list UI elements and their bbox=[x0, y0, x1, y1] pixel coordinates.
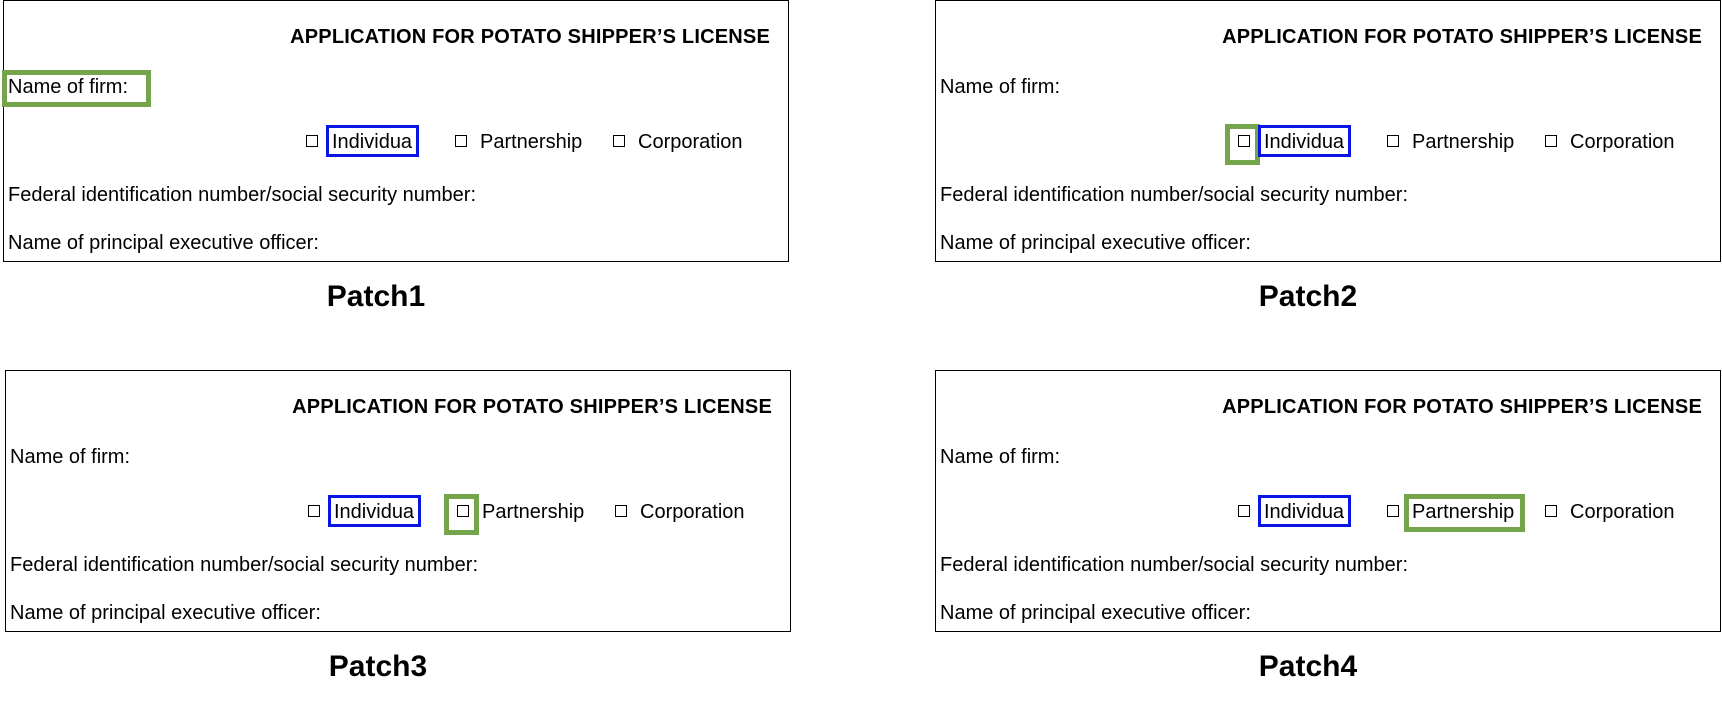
form-panel bbox=[935, 370, 1721, 632]
partnership-checkbox[interactable] bbox=[1387, 135, 1399, 147]
form-panel bbox=[5, 370, 791, 632]
form-panel bbox=[3, 0, 789, 262]
name-of-firm-label: Name of firm: bbox=[940, 446, 1061, 468]
name-of-firm-label: Name of firm: bbox=[940, 76, 1061, 98]
partnership-label: Partnership bbox=[1412, 501, 1515, 523]
form-title: APPLICATION FOR POTATO SHIPPER’S LICENSE bbox=[292, 396, 772, 418]
principal-officer-label: Name of principal executive officer: bbox=[940, 232, 1251, 254]
corporation-label: Corporation bbox=[1570, 501, 1675, 523]
corporation-label: Corporation bbox=[1570, 131, 1675, 153]
individual-checkbox[interactable] bbox=[1238, 505, 1250, 517]
green-highlight-box bbox=[444, 494, 479, 535]
patch-caption: Patch1 bbox=[326, 280, 426, 313]
corporation-checkbox[interactable] bbox=[613, 135, 625, 147]
individual-checkbox[interactable] bbox=[306, 135, 318, 147]
individual-checkbox[interactable] bbox=[308, 505, 320, 517]
form-title: APPLICATION FOR POTATO SHIPPER’S LICENSE bbox=[1222, 26, 1702, 48]
partnership-checkbox[interactable] bbox=[1387, 505, 1399, 517]
entity-type-options bbox=[936, 501, 1720, 531]
individual-label: Individua bbox=[1264, 501, 1345, 523]
entity-type-options bbox=[4, 131, 788, 161]
patch-1 bbox=[3, 0, 865, 313]
patch-caption: Patch2 bbox=[1258, 280, 1358, 313]
form-title: APPLICATION FOR POTATO SHIPPER’S LICENSE bbox=[290, 26, 770, 48]
partnership-label: Partnership bbox=[1412, 131, 1515, 153]
corporation-checkbox[interactable] bbox=[1545, 505, 1557, 517]
patch-4 bbox=[935, 370, 1722, 683]
entity-type-options bbox=[936, 131, 1720, 161]
green-highlight-box bbox=[1404, 494, 1525, 532]
patch-3 bbox=[5, 370, 867, 683]
patch-2 bbox=[935, 0, 1722, 313]
partnership-checkbox[interactable] bbox=[455, 135, 467, 147]
individual-label: Individua bbox=[332, 131, 413, 153]
federal-id-label: Federal identification number/social security number: bbox=[940, 184, 1408, 206]
green-highlight-box bbox=[2, 70, 151, 107]
form-title: APPLICATION FOR POTATO SHIPPER’S LICENSE bbox=[1222, 396, 1702, 418]
name-of-firm-label: Name of firm: bbox=[8, 76, 129, 98]
blue-highlight-box bbox=[328, 495, 421, 527]
corporation-label: Corporation bbox=[638, 131, 743, 153]
patch-caption: Patch3 bbox=[328, 650, 428, 683]
federal-id-label: Federal identification number/social security number: bbox=[10, 554, 478, 576]
individual-label: Individua bbox=[334, 501, 415, 523]
corporation-checkbox[interactable] bbox=[615, 505, 627, 517]
federal-id-label: Federal identification number/social security number: bbox=[940, 554, 1408, 576]
patch-caption: Patch4 bbox=[1258, 650, 1358, 683]
corporation-label: Corporation bbox=[640, 501, 745, 523]
entity-type-options bbox=[6, 501, 790, 531]
principal-officer-label: Name of principal executive officer: bbox=[10, 602, 321, 624]
individual-label: Individua bbox=[1264, 131, 1345, 153]
name-of-firm-label: Name of firm: bbox=[10, 446, 131, 468]
corporation-checkbox[interactable] bbox=[1545, 135, 1557, 147]
principal-officer-label: Name of principal executive officer: bbox=[8, 232, 319, 254]
blue-highlight-box bbox=[326, 125, 419, 157]
federal-id-label: Federal identification number/social security number: bbox=[8, 184, 476, 206]
principal-officer-label: Name of principal executive officer: bbox=[940, 602, 1251, 624]
partnership-label: Partnership bbox=[482, 501, 585, 523]
blue-highlight-box bbox=[1258, 495, 1351, 527]
green-highlight-box bbox=[1225, 124, 1260, 165]
blue-highlight-box bbox=[1258, 125, 1351, 157]
partnership-label: Partnership bbox=[480, 131, 583, 153]
form-panel bbox=[935, 0, 1721, 262]
